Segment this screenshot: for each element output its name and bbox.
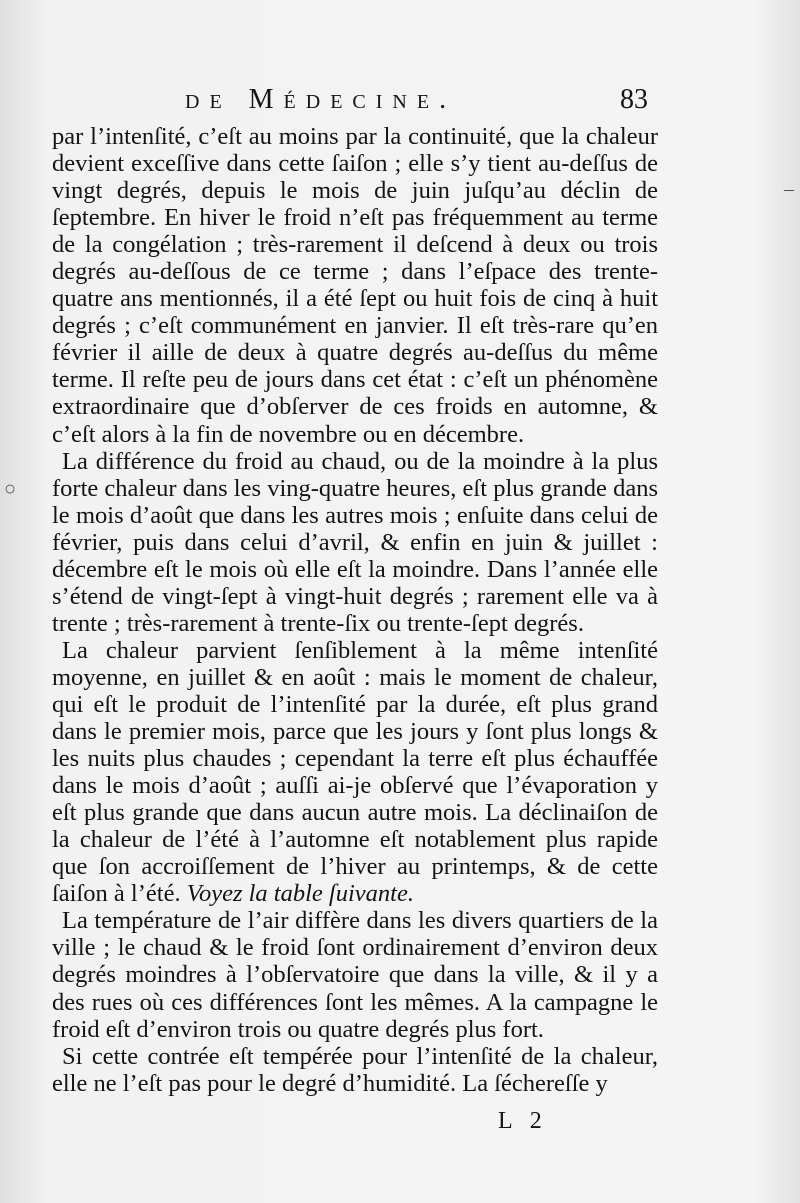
paragraph-2: La différence du froid au chaud, ou de la moindre à la plus forte chaleur dans les ving-quatre heures, eſt plus grande dans le mois d’août que dans les autres mois ; enſuite dans celui de février, puis dans celui d’avril, & enfin en juin & juillet : décembre eſt le mois où elle eſt la moindre. Dans l’année elle s’étend de vingt-ſept à vingt-huit degrés ; rarement elle va à trente ; très-rarement à trente-ſix ou trente-ſept degrés. xyxy=(52,447,658,637)
paragraph-3-text: La chaleur parvient ſenſiblement à la même intenſité moyenne, en juillet & en août : mais le moment de chaleur, qui eſt le produit de l’intenſité par la durée, eſt plus grand dans le premier mois, parce que les jours y ſont plus longs & les nuits plus chaudes ; cependant la terre eſt plus échauffée dans le mois d’août ; auſſi ai-je obſervé que l’évaporation y eſt plus grande que dans aucun autre mois. La déclinaiſon de la chaleur de l’été à l’automne eſt notablement plus rapide que ſon accroiſſement de l’hiver au printemps, & de cette ſaiſon à l’été. xyxy=(52,636,658,908)
page-number: 83 xyxy=(620,84,648,115)
paragraph-1: par l’intenſité, c’eſt au moins par la continuité, que la chaleur devient exceſſive dans cette ſaiſon ; elle s’y tient au-deſſus de vingt degrés, depuis le mois de juin juſqu’au déclin de ſeptembre. En hiver le froid n’eſt pas fréquemment au terme de la congélation ; très-rarement il deſcend à deux ou trois degrés au-deſſous de ce terme ; dans l’eſpace des trente-quatre ans mentionnés, il a été ſept ou huit fois de cinq à huit degrés ; c’eſt communément en janvier. Il eſt très-rare qu’en février il aille de deux à quatre degrés au-deſſus du même terme. Il reſte peu de jours dans cet état : c’eſt un phénomène extraordinaire que d’obſerver de ces froids en automne, & c’eſt alors à la fin de novembre ou en décembre. xyxy=(52,123,658,448)
body-text xyxy=(52,123,658,1097)
paragraph-5: Si cette contrée eſt tempérée pour l’intenſité de la chaleur, elle ne l’eſt pas pour le degré d’humidité. La ſéchereſſe y xyxy=(52,1042,658,1097)
signature-mark: L 2 xyxy=(498,1108,548,1134)
margin-dash-icon: – xyxy=(784,178,794,200)
table-reference: Voyez la table ſuivante. xyxy=(186,880,414,908)
paragraph-4: La température de l’air diffère dans les divers quartiers de la ville ; le chaud & le froid ſont ordinairement d’environ deux degrés moindres à l’obſervatoire que dans la ville, & il y a des rues où ces différences ſont les mêmes. A la campagne le froid eſt d’environ trois ou quatre degrés plus fort. xyxy=(52,907,658,1043)
paragraph-3 xyxy=(52,637,658,907)
margin-ring-icon: ○ xyxy=(4,478,17,500)
running-title: de Médecine. xyxy=(185,84,457,115)
